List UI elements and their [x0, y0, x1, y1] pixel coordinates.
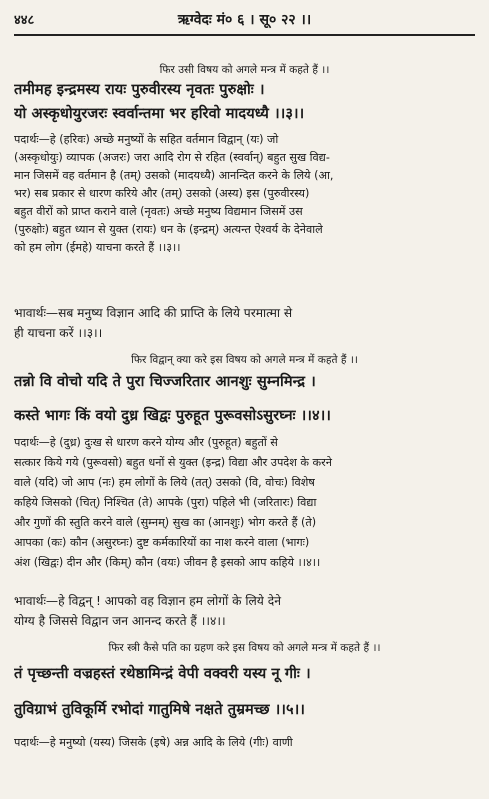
padartha-line: और गुणों की स्तुति करने वाले (सुम्नम्) सुख का (आनशुः) भोग करते हैं (ते): [14, 516, 317, 529]
padartha-line: पदार्थः—हे (हरिवः) अच्छे मनुष्यों के सहित वर्तमान विद्वान् (यः) जो: [14, 133, 279, 146]
padartha-line: अंश (खिद्वः) दीन और (किम्) कौन (वयः) जीवन है इसको आप कहिये ।।४।।: [14, 556, 321, 569]
padartha-line: सत्कार किये गये (पुरूवसो) बहुत धनों से युक्त (इन्द्र) विद्या और उपदेश के करने: [14, 456, 332, 469]
mantra-line: तं पृच्छन्ती वज्रहस्तं रथेष्ठामिन्द्रं वेपी वक्वरी यस्य नू गीः ।: [14, 665, 311, 682]
padartha-line: भर) सब प्रकार से धारण करिये और (तम्) उसको (अस्य) इस (पुरुवीरस्य): [14, 187, 310, 200]
padartha-line: आपका (कः) कौन (असुरघ्नः) दुष्ट कर्मकारियों का नाश करने वाला (भागः): [14, 536, 310, 549]
mantra-line: तन्नो वि वोचो यदि ते पुरा चिज्जरितार आनशुः सुम्नमिन्द्र ।: [14, 373, 316, 390]
section-intro: फिर उसी विषय को अगले मन्त्र में कहते हैं ।।: [159, 64, 330, 76]
padartha-line: मान जिसमें वह वर्तमान है (तम्) उसको (मादयध्यै) आनन्दित करने के लिये (आ,: [14, 169, 334, 182]
bhavartha-line: भावार्थः—हे विद्वन् ! आपको वह विज्ञान हम लोगों के लिये देने: [14, 594, 281, 608]
padartha-line: कहिये जिसको (चित्) निश्चित (ते) आपके (पुरा) पहिले भी (जरितारः) विद्या: [14, 496, 317, 509]
padartha-line: पदार्थः—हे (दुध्र) दुःख से धारण करने योग्य और (पुरुहूत) बहुतों से: [14, 436, 278, 449]
section-intro: फिर स्त्री कैसे पति का ग्रहण करे इस विषय को अगले मन्त्र में कहते हैं ।।: [108, 642, 381, 654]
padartha-line: वाले (यदि) जो आप (नः) हम लोगों के लिये (तत्) उसको (वि, वोचः) विशेष: [14, 476, 315, 489]
page-header: [14, 4, 475, 36]
mantra-line: तमीमह इन्द्रमस्य रायः पुरुवीरस्य नृवतः पुरुक्षोः ।: [14, 81, 265, 98]
mantra-line: तुविग्राभं तुविकूर्मि रभोदां गातुमिषे नक्षते तुम्रमच्छ ।।५।।: [14, 701, 305, 718]
mantra-line: कस्ते भागः किं वयो दुध्र खिद्वः पुरुहूत पुरूवसोऽसुरघ्नः ।।४।।: [14, 407, 331, 424]
padartha-line: को हम लोग (ईमहे) याचना करते हैं ।।३।।: [14, 241, 181, 254]
mantra-line: यो अस्कृधोयुरजरः स्वर्वान्तमा भर हरिवो मादयध्यै ।।३।।: [14, 105, 305, 122]
bhavartha-line: योग्य है जिससे विद्वान जन आनन्द करते हैं ।।४।।: [14, 614, 226, 628]
section-intro: फिर विद्वान् क्या करे इस विषय को अगले मन्त्र में कहते हैं ।।: [131, 354, 358, 366]
bhavartha-line: ही याचना करें ।।३।।: [14, 326, 103, 340]
padartha-line: (अस्कृधोयुः) व्यापक (अजरः) जरा आदि रोग से रहित (स्वर्वान्) बहुत सुख विद्य-: [14, 151, 330, 164]
bhavartha-line: भावार्थः—सब मनुष्य विज्ञान आदि की प्राप्ति के लिये परमात्मा से: [14, 306, 293, 320]
padartha-line: (पुरुक्षोः) बहुत ध्यान से युक्त (रायः) धन के (इन्द्रम्) अत्यन्त ऐश्वर्य के देनेवाले: [14, 223, 323, 236]
page-number: ४४८: [14, 13, 35, 28]
running-title: ऋग्वेदः मं० ६ । सू० २२ ।।: [177, 11, 312, 28]
padartha-line: पदार्थः—हे मनुष्यो (यस्य) जिसके (इषे) अन्न आदि के लिये (गीः) वाणी: [14, 736, 293, 749]
padartha-line: बहुत वीरों को प्राप्त कराने वाले (नृवतः) अच्छे मनुष्य विद्यमान जिसमें उस: [14, 205, 303, 218]
